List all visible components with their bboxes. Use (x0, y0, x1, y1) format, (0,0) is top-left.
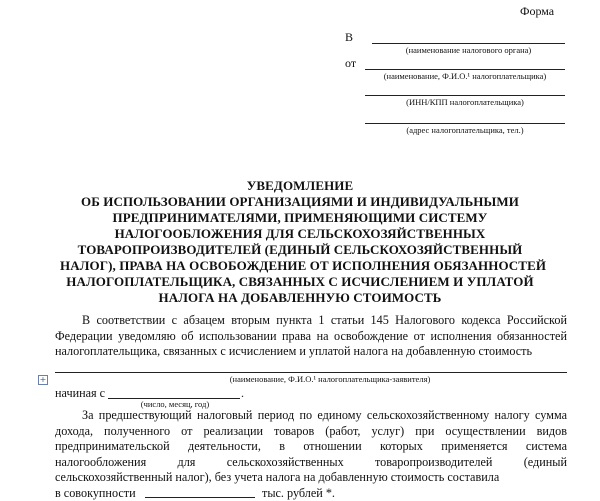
title-line: ТОВАРОПРОИЗВОДИТЕЛЕЙ (ЕДИНЫЙ СЕЛЬСКОХОЗЯЙСТВЕННЫЙ (77, 242, 523, 257)
paragraph-intro (55, 313, 567, 360)
title-line: ОБ ИСПОЛЬЗОВАНИИ ОРГАНИЗАЦИЯМИ И ИНДИВИДУАЛЬНЫМИ (81, 194, 519, 209)
paragraph-line: налогоплательщика, связанных с исчислением и уплатой налога на добавленную стоимость (55, 344, 533, 359)
title-line: НАЛОГООБЛОЖЕНИЯ ДЛЯ СЕЛЬСКОХОЗЯЙСТВЕННЫХ (114, 226, 486, 241)
inn-kpp-field[interactable] (365, 95, 565, 96)
paragraph-line: В соответствии с абзацем вторым пункта 1 статьи 145 Налогового кодекса Российской (82, 313, 567, 327)
tax-authority-field[interactable] (372, 43, 565, 44)
paragraph-income (55, 408, 567, 486)
applicant-field[interactable] (55, 372, 567, 373)
paragraph-line: налогообложения для сельскохозяйственных товаропроизводителей (единый (55, 454, 567, 469)
starting-label: начиная с (55, 386, 106, 400)
total-label: в совокупности (55, 486, 136, 500)
inn-kpp-caption: (ИНН/КПП налогоплательщика) (406, 97, 524, 107)
paragraph-line: За предшествующий налоговый период по единому сельскохозяйственному налогу сумма (82, 408, 567, 422)
paragraph-line: дохода, полученного от реализации товаров (работ, услуг) при осуществлении видов (55, 423, 567, 438)
address-field[interactable] (365, 123, 565, 124)
form-label: Форма (520, 4, 555, 18)
applicant-caption: (наименование, Ф.И.О.¹ налогоплательщика-заявителя) (229, 374, 431, 384)
taxpayer-name-field[interactable] (365, 69, 565, 70)
total-amount-field[interactable] (145, 497, 255, 498)
from-label: от (345, 56, 357, 70)
taxpayer-name-caption: (наименование, Ф.И.О.¹ налогоплательщика) (383, 71, 547, 81)
date-caption: (число, месяц, год) (140, 399, 210, 409)
title-line: НАЛОГОПЛАТЕЛЬЩИКА, СВЯЗАННЫХ С ИСЧИСЛЕНИЕМ И УПЛАТОЙ (66, 274, 534, 289)
address-caption: (адрес налогоплательщика, тел.) (406, 125, 524, 135)
tax-authority-caption: (наименование налогового органа) (405, 45, 532, 55)
title-line: УВЕДОМЛЕНИЕ (246, 178, 354, 193)
to-label: В (345, 30, 354, 44)
document-title (60, 178, 547, 306)
title-line: ПРЕДПРИНИМАТЕЛЯМИ, ПРИМЕНЯЮЩИМИ СИСТЕМУ (112, 210, 488, 225)
paragraph-line: предпринимательской деятельности, в отношении которых применяется система (55, 439, 567, 454)
table-move-handle-icon[interactable]: + (39, 375, 47, 384)
total-suffix: тыс. рублей *. (262, 486, 335, 500)
starting-suffix: . (241, 386, 244, 400)
paragraph-line: Федерации уведомляю об использовании права на освобождение от исполнения обязанностей (55, 328, 567, 343)
paragraph-line: сельскохозяйственный налог), без учета налога на добавленную стоимость составила (55, 470, 500, 485)
title-line: НАЛОГА НА ДОБАВЛЕННУЮ СТОИМОСТЬ (158, 290, 442, 305)
title-line: НАЛОГ), ПРАВА НА ОСВОБОЖДЕНИЕ ОТ ИСПОЛНЕНИЯ ОБЯЗАННОСТЕЙ (60, 258, 547, 273)
